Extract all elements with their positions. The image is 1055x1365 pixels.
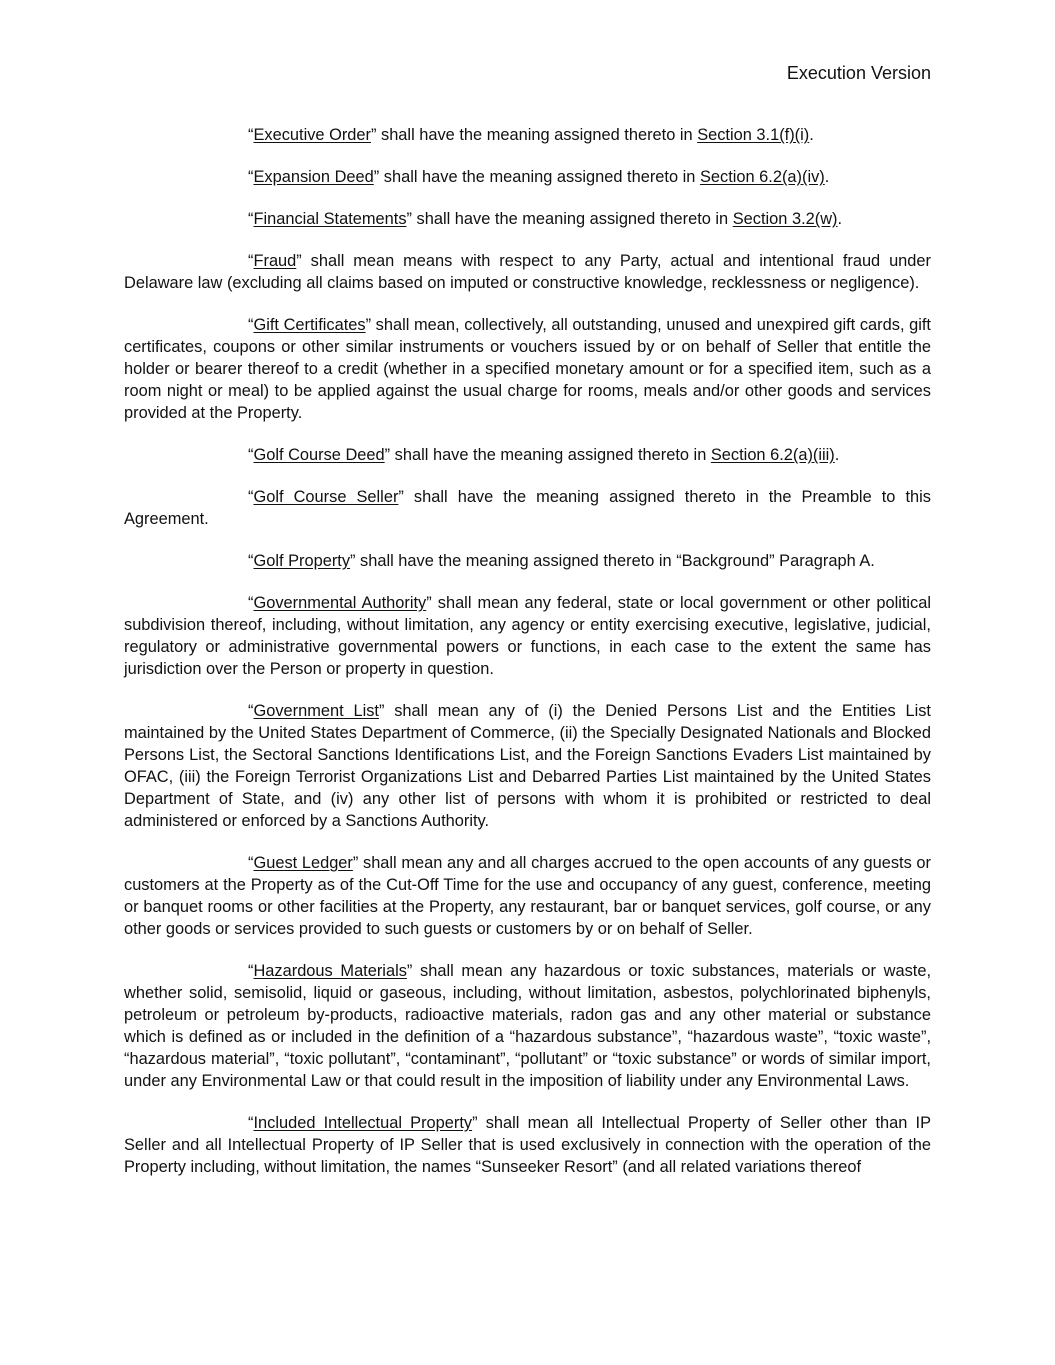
definition-text: ” shall mean any hazardous or toxic substances, materials or waste, whether solid, semisolid, liquid or gaseous, including, without limitation, asbestos, polychlorinated biphenyls, petroleum or petroleum by-products, radioactive materials, radon gas and any other material or substance which is defined as or included in the definition of a “hazardous substance”, “hazardous waste”, “toxic waste”, “hazardous material”, “toxic pollutant”, “contaminant”, “pollutant” or “toxic substance” or words of similar import, under any Environmental Law or that could result in the imposition of liability under any Environmental Laws. — [124, 962, 931, 1090]
definition-text: “ — [248, 1114, 254, 1132]
definition-text: . — [824, 168, 830, 186]
definition-text: . — [837, 210, 843, 228]
defined-term: Executive Order — [253, 126, 371, 144]
definition-government-list — [124, 700, 931, 832]
definition-text: ” shall mean all Intellectual Property of Seller other than IP Seller and all Intellectual Property of IP Seller that is used exclusively in connection with the operation of the Property including, without limitation, the names “Sunseeker Resort” (and all related variations thereof — [124, 1114, 931, 1176]
definition-golf-property — [124, 550, 931, 572]
definitions-body — [124, 124, 931, 1198]
definition-included-intellectual-property — [124, 1112, 931, 1178]
section-reference: Section 6.2(a)(iv) — [699, 168, 825, 186]
definition-text: . — [834, 446, 840, 464]
defined-term: Golf Course Seller — [253, 488, 399, 506]
definition-text: ” shall have the meaning assigned thereto in — [373, 168, 700, 186]
definition-golf-course-seller — [124, 486, 931, 530]
definition-text: ” shall have the meaning assigned thereto in — [370, 126, 698, 144]
definition-fraud — [124, 250, 931, 294]
definition-guest-ledger — [124, 852, 931, 940]
definition-text: “ — [248, 594, 254, 612]
defined-term: Financial Statements — [253, 210, 407, 228]
definition-text: ” shall have the meaning assigned thereto in — [384, 446, 711, 464]
execution-version-header: Execution Version — [786, 63, 931, 83]
definition-text: ” shall mean any federal, state or local government or other political subdivision thereof, including, without limitation, any agency or entity exercising executive, legislative, judicial, regulatory or administrative governmental powers or functions, in each case to the extent the same has jurisdiction over the Person or property in question. — [124, 594, 932, 678]
defined-term: Hazardous Materials — [253, 962, 407, 980]
definition-text: “ — [248, 552, 254, 570]
definition-text: “ — [248, 488, 254, 506]
definition-text: “ — [248, 854, 254, 872]
definition-text: “ — [248, 126, 254, 144]
defined-term: Guest Ledger — [253, 854, 353, 872]
definition-text: “ — [248, 210, 254, 228]
definition-text: “ — [248, 252, 254, 270]
definition-text: “ — [248, 446, 254, 464]
section-reference: Section 3.2(w) — [732, 210, 838, 228]
definition-text: “ — [248, 316, 254, 334]
definition-text: “ — [248, 168, 254, 186]
definition-text: . — [809, 126, 814, 144]
definition-golf-course-deed — [124, 444, 931, 466]
defined-term: Government List — [253, 702, 379, 720]
definition-executive-order — [124, 124, 931, 146]
defined-term: Governmental Authority — [253, 594, 427, 612]
definition-expansion-deed — [124, 166, 931, 188]
definition-hazardous-materials — [124, 960, 931, 1092]
definition-text: ” shall mean any and all charges accrued to the open accounts of any guests or customers at the Property as of the Cut-Off Time for the use and occupancy of any guest, conference, meeting or banquet rooms or other facilities at the Property, any restaurant, bar or banquet services, golf course, or any other goods or services provided to such guests or customers by or on behalf of Seller. — [124, 854, 931, 938]
definition-governmental-authority — [124, 592, 931, 680]
definition-text: “ — [248, 962, 254, 980]
defined-term: Gift Certificates — [253, 316, 366, 334]
defined-term: Expansion Deed — [253, 168, 374, 186]
section-reference: Section 6.2(a)(iii) — [710, 446, 835, 464]
definition-financial-statements — [124, 208, 931, 230]
section-reference: Section 3.1(f)(i) — [697, 126, 810, 144]
definition-text: ” shall have the meaning assigned thereto in — [406, 210, 733, 228]
definition-gift-certificates — [124, 314, 931, 424]
definition-text: “ — [248, 702, 254, 720]
definition-text: ” shall mean means with respect to any Party, actual and intentional fraud under Delaware law (excluding all claims based on imputed or constructive knowledge, recklessness or negligence). — [124, 252, 931, 292]
defined-term: Golf Property — [253, 552, 351, 570]
definition-text: ” shall mean any of (i) the Denied Persons List and the Entities List maintained by the United States Department of Commerce, (ii) the Specially Designated Nationals and Blocked Persons List, the Sectoral Sanctions Identifications List, and the Foreign Sanctions Evaders List maintained by OFAC, (iii) the Foreign Terrorist Organizations List and Debarred Parties List maintained by the United States Department of State, and (iv) any other list of persons with whom it is prohibited or restricted to deal administered or enforced by a Sanctions Authority. — [124, 702, 931, 830]
defined-term: Included Intellectual Property — [253, 1114, 473, 1132]
definition-text: ” shall have the meaning assigned thereto in “Background” Paragraph A. — [350, 552, 875, 570]
defined-term: Fraud — [253, 252, 297, 270]
definition-text: ” shall mean, collectively, all outstanding, unused and unexpired gift cards, gift certificates, coupons or other similar instruments or vouchers issued by or on behalf of Seller that entitle the holder or bearer thereof to a credit (whether in a specified monetary amount or for a specified item, such as a room night or meal) to be applied against the usual charge for rooms, meals and/or other goods and services provided at the Property. — [124, 316, 931, 422]
definition-text: ” shall have the meaning assigned thereto in the Preamble to this Agreement. — [124, 488, 931, 528]
defined-term: Golf Course Deed — [253, 446, 385, 464]
